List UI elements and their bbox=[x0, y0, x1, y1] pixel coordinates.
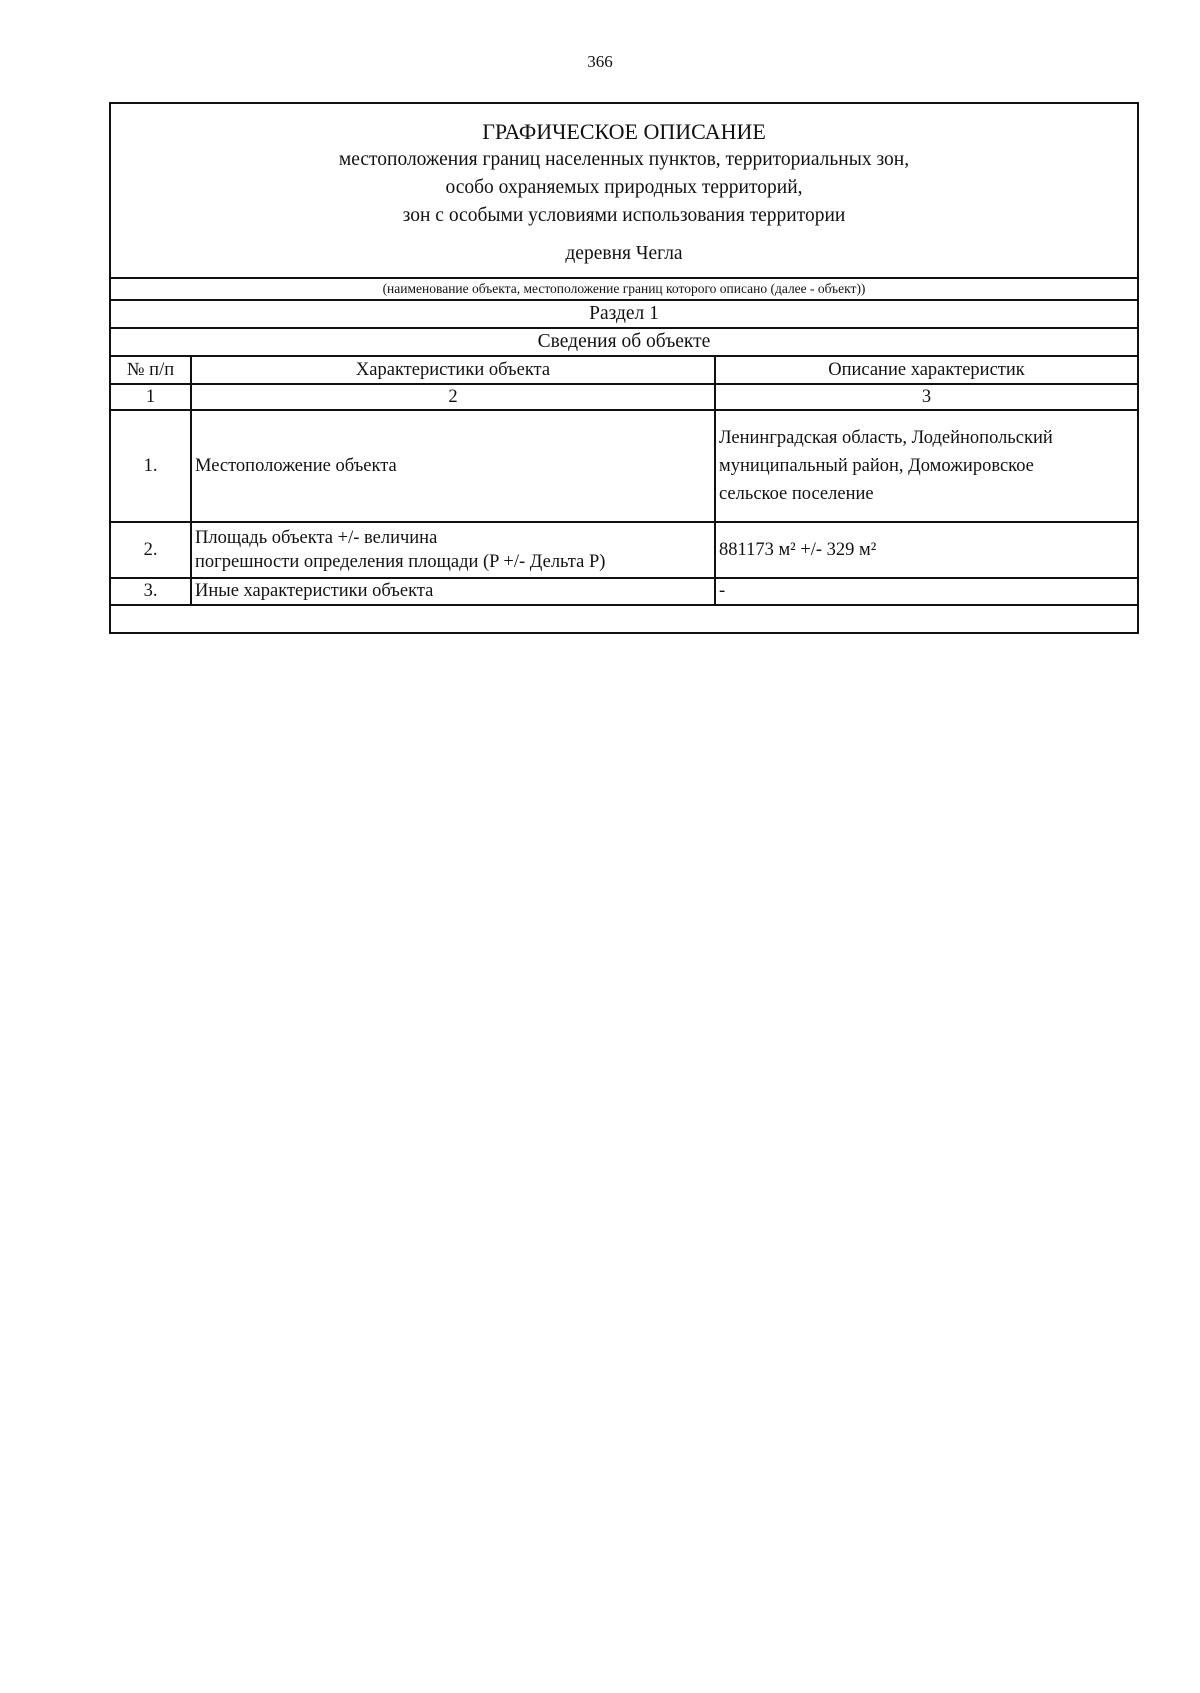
empty-row bbox=[111, 605, 1137, 632]
document-title: ГРАФИЧЕСКОЕ ОПИСАНИЕ bbox=[482, 119, 766, 144]
description-line: муниципальный район, Доможировское bbox=[719, 456, 1034, 476]
row-description: - bbox=[715, 578, 1137, 605]
column-number-1: 1 bbox=[111, 384, 191, 410]
subtitle-line-2: особо охраняемых природных территорий, bbox=[445, 177, 803, 198]
subtitle-line-1: местоположения границ населенных пунктов, территориальных зон, bbox=[338, 149, 910, 170]
table-header-row bbox=[111, 356, 1137, 384]
row-characteristic: Иные характеристики объекта bbox=[191, 578, 715, 605]
column-number-3: 3 bbox=[715, 384, 1137, 410]
document-header bbox=[111, 104, 1137, 277]
description-line: Ленинградская область, Лодейнопольский bbox=[719, 428, 1053, 448]
info-title: Сведения об объекте bbox=[111, 327, 1137, 355]
header-cell-num: № п/п bbox=[111, 356, 191, 384]
characteristic-line: Площадь объекта +/- величина bbox=[195, 528, 438, 548]
characteristics-table bbox=[111, 355, 1137, 632]
row-number: 2. bbox=[111, 522, 191, 578]
column-number-row bbox=[111, 384, 1137, 410]
table-row bbox=[111, 522, 1137, 578]
document-form bbox=[109, 102, 1139, 634]
characteristic-line: погрешности определения площади (P +/- Дельта P) bbox=[195, 552, 606, 572]
page-number: 366 bbox=[587, 52, 613, 71]
row-characteristic bbox=[191, 522, 715, 578]
object-name: деревня Чегла bbox=[565, 243, 683, 264]
empty-cell bbox=[111, 605, 1137, 632]
column-number-2: 2 bbox=[191, 384, 715, 410]
table-row bbox=[111, 578, 1137, 605]
row-number: 1. bbox=[111, 410, 191, 522]
header-cell-characteristic: Характеристики объекта bbox=[191, 356, 715, 384]
row-description bbox=[715, 410, 1137, 522]
header-cell-description: Описание характеристик bbox=[715, 356, 1137, 384]
row-number: 3. bbox=[111, 578, 191, 605]
table-row bbox=[111, 410, 1137, 522]
section-title: Раздел 1 bbox=[111, 299, 1137, 327]
subtitle-line-3: зон с особыми условиями использования территории bbox=[402, 205, 846, 226]
object-caption: (наименование объекта, местоположение границ которого описано (далее - объект)) bbox=[111, 277, 1137, 299]
row-characteristic: Местоположение объекта bbox=[191, 410, 715, 522]
description-line: сельское поселение bbox=[719, 484, 874, 504]
row-description: 881173 м² +/- 329 м² bbox=[715, 522, 1137, 578]
